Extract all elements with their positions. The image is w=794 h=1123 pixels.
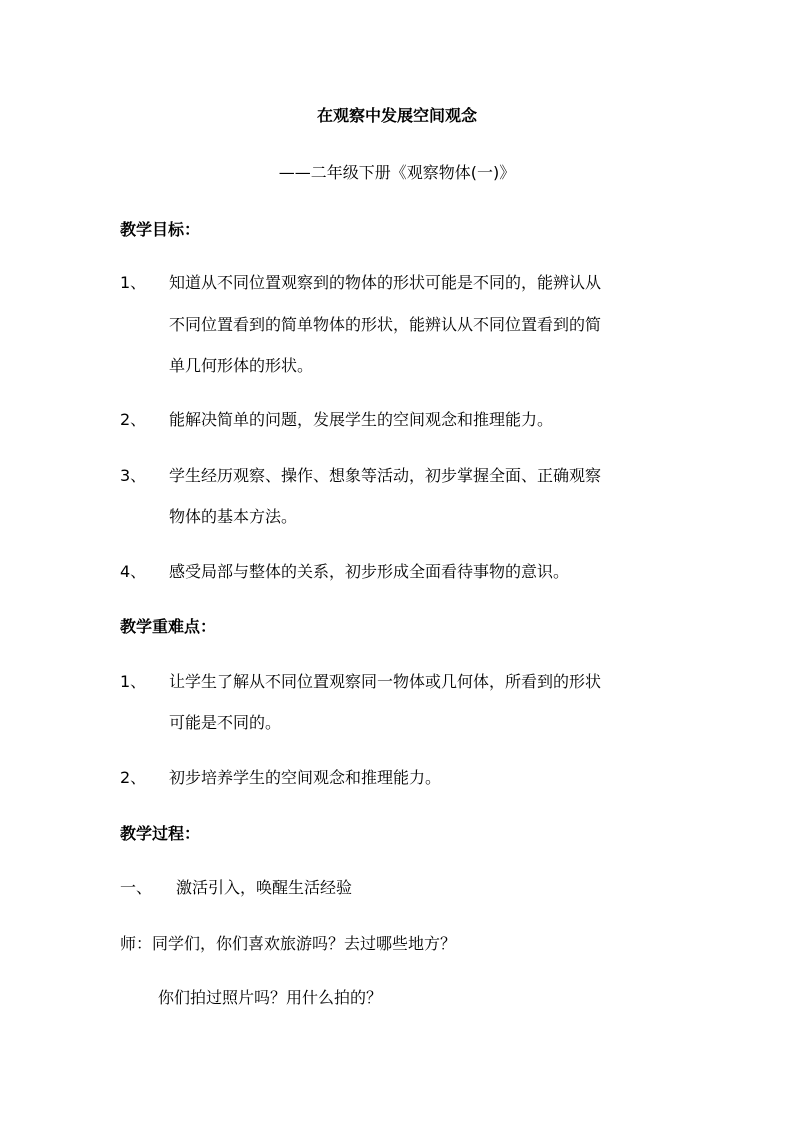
teacher-paragraph-1: 师：同学们，你们喜欢旅游吗？去过哪些地方？ — [120, 934, 457, 953]
objective-1-line-2: 不同位置看到的简单物体的形状，能辨认从不同位置看到的简 — [169, 315, 602, 334]
key-point-1-line-2: 可能是不同的。 — [169, 713, 282, 732]
objective-1-number: 1、 — [120, 273, 147, 292]
objective-3-line-2: 物体的基本方法。 — [169, 507, 298, 526]
objective-4-number: 4、 — [120, 562, 147, 581]
objective-3-number: 3、 — [120, 466, 147, 485]
process-heading: 教学过程： — [120, 824, 201, 843]
process-section-title: 激活引入，唤醒生活经验 — [176, 878, 353, 897]
objective-2-line-1: 能解决简单的问题，发展学生的空间观念和推理能力。 — [169, 410, 554, 429]
objective-3-line-1: 学生经历观察、操作、想象等活动，初步掌握全面、正确观察 — [169, 466, 602, 485]
document-title: 在观察中发展空间观念 — [316, 106, 477, 125]
key-point-2-line-1: 初步培养学生的空间观念和推理能力。 — [169, 768, 442, 787]
document-subtitle: ——二年级下册《观察物体(一)》 — [278, 163, 516, 182]
teacher-paragraph-2: 你们拍过照片吗？用什么拍的？ — [158, 988, 383, 1007]
key-point-1-line-1: 让学生了解从不同位置观察同一物体或几何体，所看到的形状 — [169, 672, 602, 691]
process-section-number: 一、 — [120, 878, 153, 897]
objective-4-line-1: 感受局部与整体的关系，初步形成全面看待事物的意识。 — [169, 562, 570, 581]
key-point-1-number: 1、 — [120, 672, 147, 691]
objectives-heading: 教学目标： — [120, 220, 201, 239]
objective-1-line-3: 单几何形体的形状。 — [169, 356, 314, 375]
key-points-heading: 教学重难点： — [120, 617, 217, 636]
objective-1-line-1: 知道从不同位置观察到的物体的形状可能是不同的，能辨认从 — [169, 273, 602, 292]
objective-2-number: 2、 — [120, 410, 147, 429]
key-point-2-number: 2、 — [120, 768, 147, 787]
